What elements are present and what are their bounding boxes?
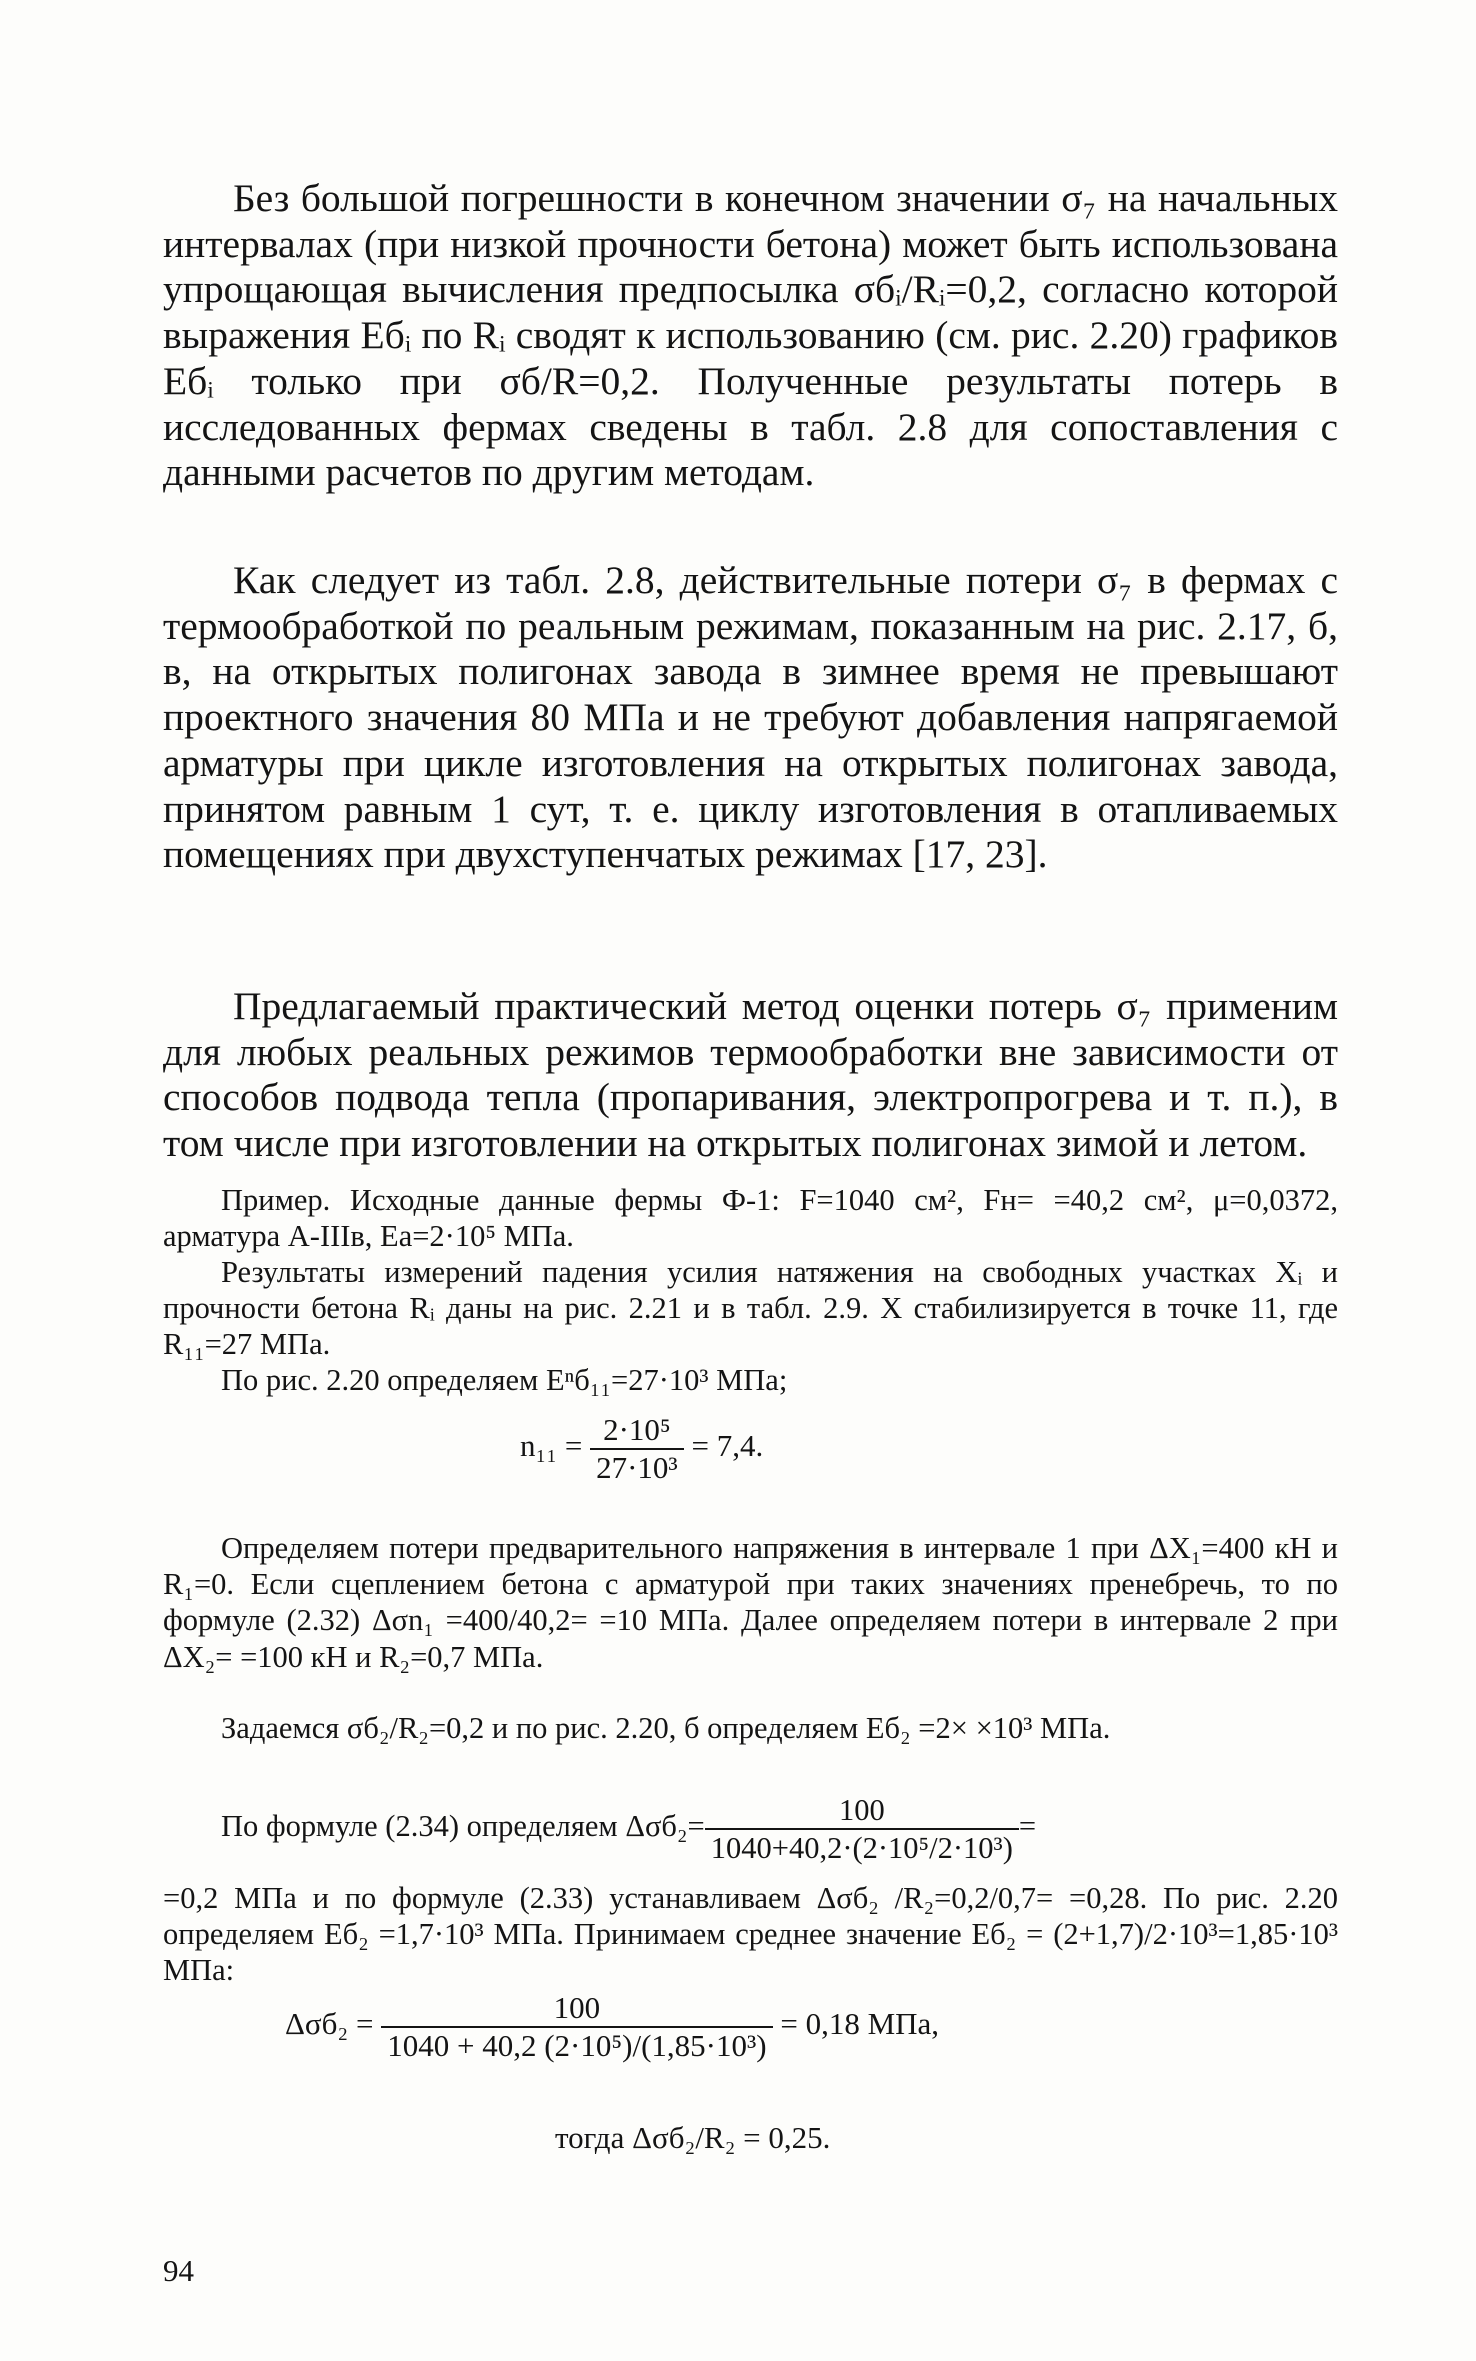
formula-2-34-denominator: 1040+40,2·(2·10⁵/2·10³) [710, 1831, 1013, 1865]
formula-delta-sigma-denominator: 1040 + 40,2 (2·10⁵)/(1,85·10³) [387, 2028, 767, 2063]
example-measurements: Результаты измерений падения усилия натяжения на свободных участках Xᵢ и прочности бетона Rᵢ даны на рис. 2.21 и в табл. 2.9. X стабилизируется в точке 11, где R₁₁=27 МПа. [163, 1255, 1338, 1362]
paragraph-method: Предлагаемый практический метод оценки потерь σ₇ применим для любых реальных режимов термообработки вне зависимости от способов подвода тепла (пропаривания, электропрогрева и т. п.), в том числе при изготовлении на открытых полигонах зимой и летом. [163, 984, 1338, 1166]
formula-ratio [555, 2120, 830, 2156]
formula-2-34-post: = [1018, 1809, 1037, 1843]
formula-delta-sigma-fraction [381, 1990, 772, 2064]
formula-2-34-pre: По формуле (2.34) определяем Δσб₂= [221, 1809, 705, 1843]
formula-n11-rhs: = 7,4. [691, 1428, 764, 1464]
formula-n11-lhs: n₁₁ = [520, 1428, 583, 1464]
formula-delta-sigma-numerator: 100 [381, 1990, 772, 2028]
formula-n11 [520, 1412, 763, 1486]
example-assume: Задаемся σб₂/R₂=0,2 и по рис. 2.20, б определяем Eб₂ =2× ×10³ МПа. [221, 1711, 1111, 1745]
formula-2-34-numerator: 100 [705, 1792, 1019, 1830]
formula-delta-sigma-lhs: Δσб₂ = [285, 2006, 374, 2042]
example-average-value: =0,2 МПа и по формуле (2.33) устанавливаем Δσб₂ /R₂=0,2/0,7= =0,28. По рис. 2.20 определяем Eб₂ =1,7·10³ МПа. Принимаем среднее значение Eб₂ = (2+1,7)/2·10³=1,85·10³ МПа: [163, 1881, 1338, 1988]
formula-delta-sigma [285, 1990, 939, 2064]
formula-n11-denominator: 27·10³ [596, 1450, 678, 1485]
formula-2-34 [221, 1792, 1036, 1866]
paragraph-table-2-8: Как следует из табл. 2.8, действительные потери σ₇ в фермах с термообработкой по реальным режимам, показанным на рис. 2.17, б, в, на открытых полигонах завода в зимнее время не превышают проектного значения 80 МПа и не требуют добавления напрягаемой арматуры при цикле изготовления на открытых полигонах завода, принятом равным 1 сут, т. е. циклу изготовления в отапливаемых помещениях при двухступенчатых режимах [17, 23]. [163, 558, 1338, 877]
formula-2-34-fraction [705, 1792, 1019, 1866]
example-modulus-line: По рис. 2.20 определяем Eⁿб₁₁=27·10³ МПа; [221, 1363, 788, 1397]
example-input-data: Пример. Исходные данные фермы Ф-1: F=1040 см², Fн= =40,2 см², μ=0,0372, арматура А-IIIв, Eа=2·10⁵ МПа. [163, 1183, 1338, 1254]
page-number: 94 [163, 2253, 194, 2288]
example-losses-interval: Определяем потери предварительного напряжения в интервале 1 при ΔX₁=400 кН и R₁=0. Если сцеплением бетона с арматурой при таких значениях пренебречь, то по формуле (2.32) Δσn₁ =400/40,2= =10 МПа. Далее определяем потери в интервале 2 при ΔX₂= =100 кН и R₂=0,7 МПа. [163, 1531, 1338, 1674]
formula-n11-fraction [590, 1412, 684, 1486]
formula-delta-sigma-rhs: = 0,18 МПа, [780, 2006, 940, 2042]
paragraph-simplification: Без большой погрешности в конечном значении σ₇ на начальных интервалах (при низкой прочности бетона) может быть использована упрощающая вычисления предпосылка σбᵢ/Rᵢ=0,2, согласно которой выражения Eбᵢ по Rᵢ сводят к использованию (см. рис. 2.20) графиков Eбᵢ только при σб/R=0,2. Полученные результаты потерь в исследованных фермах сведены в табл. 2.8 для сопоставления с данными расчетов по другим методам. [163, 176, 1338, 495]
formula-ratio-text: тогда Δσб₂/R₂ = 0,25. [555, 2120, 831, 2155]
formula-n11-numerator: 2·10⁵ [590, 1412, 684, 1450]
